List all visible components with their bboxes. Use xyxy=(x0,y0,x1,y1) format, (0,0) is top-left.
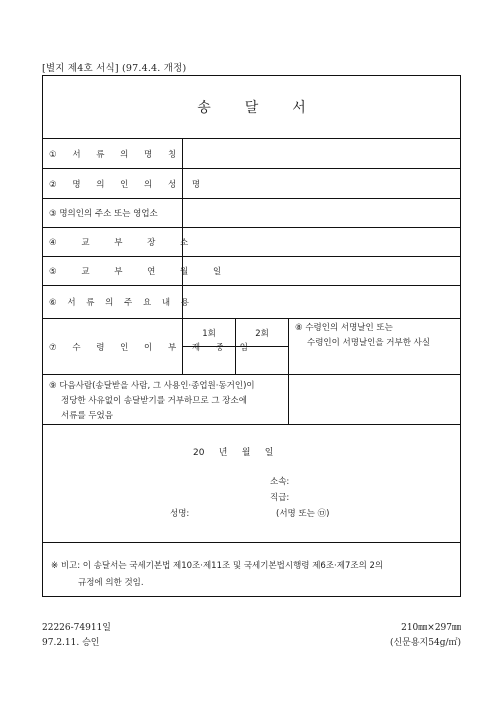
signature-name: 성명: xyxy=(170,509,190,519)
label-document-contents: ⑥ 서 류 의 주 요 내 용 xyxy=(43,286,183,318)
label-holder-address: ③ 명의인의 주소 또는 영업소 xyxy=(43,199,183,227)
label-recipient-absent: ⑦ 수 령 인 이 부 재 중 임 xyxy=(43,319,183,374)
row-recipient-absent xyxy=(43,319,460,375)
signature-mark-note: (서명 또는 ㉤) xyxy=(276,509,330,519)
form-code: 22226-74911일 xyxy=(42,623,111,633)
signature-refusal-note-line1: ⑧ 수령인의 서명날인 또는 xyxy=(295,323,393,333)
remark-line1: ※ 비고: 이 송달서는 국세기본법 제10조·제11조 및 국세기본법시행령 제6조·제7조의 2의 xyxy=(51,561,384,571)
form-title: 송달서 xyxy=(43,76,460,139)
paper-size: 210㎜×297㎜ xyxy=(401,623,461,633)
absence-second-visit-entry xyxy=(236,347,289,375)
signature-block xyxy=(43,425,460,543)
absence-first-visit: 1회 xyxy=(183,319,236,347)
refusal-statement xyxy=(43,375,289,424)
refusal-line3: 서류를 두었음 xyxy=(61,411,113,421)
label-delivery-place: ④ 교 부 장 소 xyxy=(43,228,183,256)
label-delivery-date: ⑤ 교 부 연 월 일 xyxy=(43,257,183,285)
signature-date: 20 년 월 일 xyxy=(193,448,274,458)
row-holder-address xyxy=(43,199,460,228)
signature-refusal-note-line2: 수령인이 서명날인을 거부한 사실 xyxy=(307,338,431,348)
label-holder-name: ② 명 의 인 의 성 명 xyxy=(43,169,183,198)
row-delivery-place xyxy=(43,228,460,257)
row-refusal xyxy=(43,375,460,425)
refusal-line2: 정당한 사유없이 송달받기를 거부하므로 그 장소에 xyxy=(61,396,247,406)
refusal-line1: ⑨ 다음사람(송달받을 사람, 그 사용인·종업원·동거인)이 xyxy=(49,381,255,391)
paper-type: (신문용지54g/㎡) xyxy=(389,638,461,648)
signature-affiliation: 소속: xyxy=(270,477,290,487)
signature-rank: 직급: xyxy=(270,493,290,503)
remark-line2: 규정에 의한 것임. xyxy=(78,578,144,588)
label-document-name: ① 서 류 의 명 칭 xyxy=(43,139,183,168)
row-document-name xyxy=(43,139,460,169)
absence-first-visit-entry xyxy=(183,347,236,375)
remark-text xyxy=(51,558,461,592)
delivery-form xyxy=(42,75,461,597)
form-header-note: [별지 제4호 서식] (97.4.4. 개정) xyxy=(42,63,187,74)
approval-date: 97.2.11. 승인 xyxy=(42,638,100,648)
row-holder-name xyxy=(43,169,460,199)
row-delivery-date xyxy=(43,257,460,286)
signature-refusal-note xyxy=(295,321,465,351)
row-document-contents xyxy=(43,286,460,319)
absence-second-visit: 2회 xyxy=(236,319,289,347)
